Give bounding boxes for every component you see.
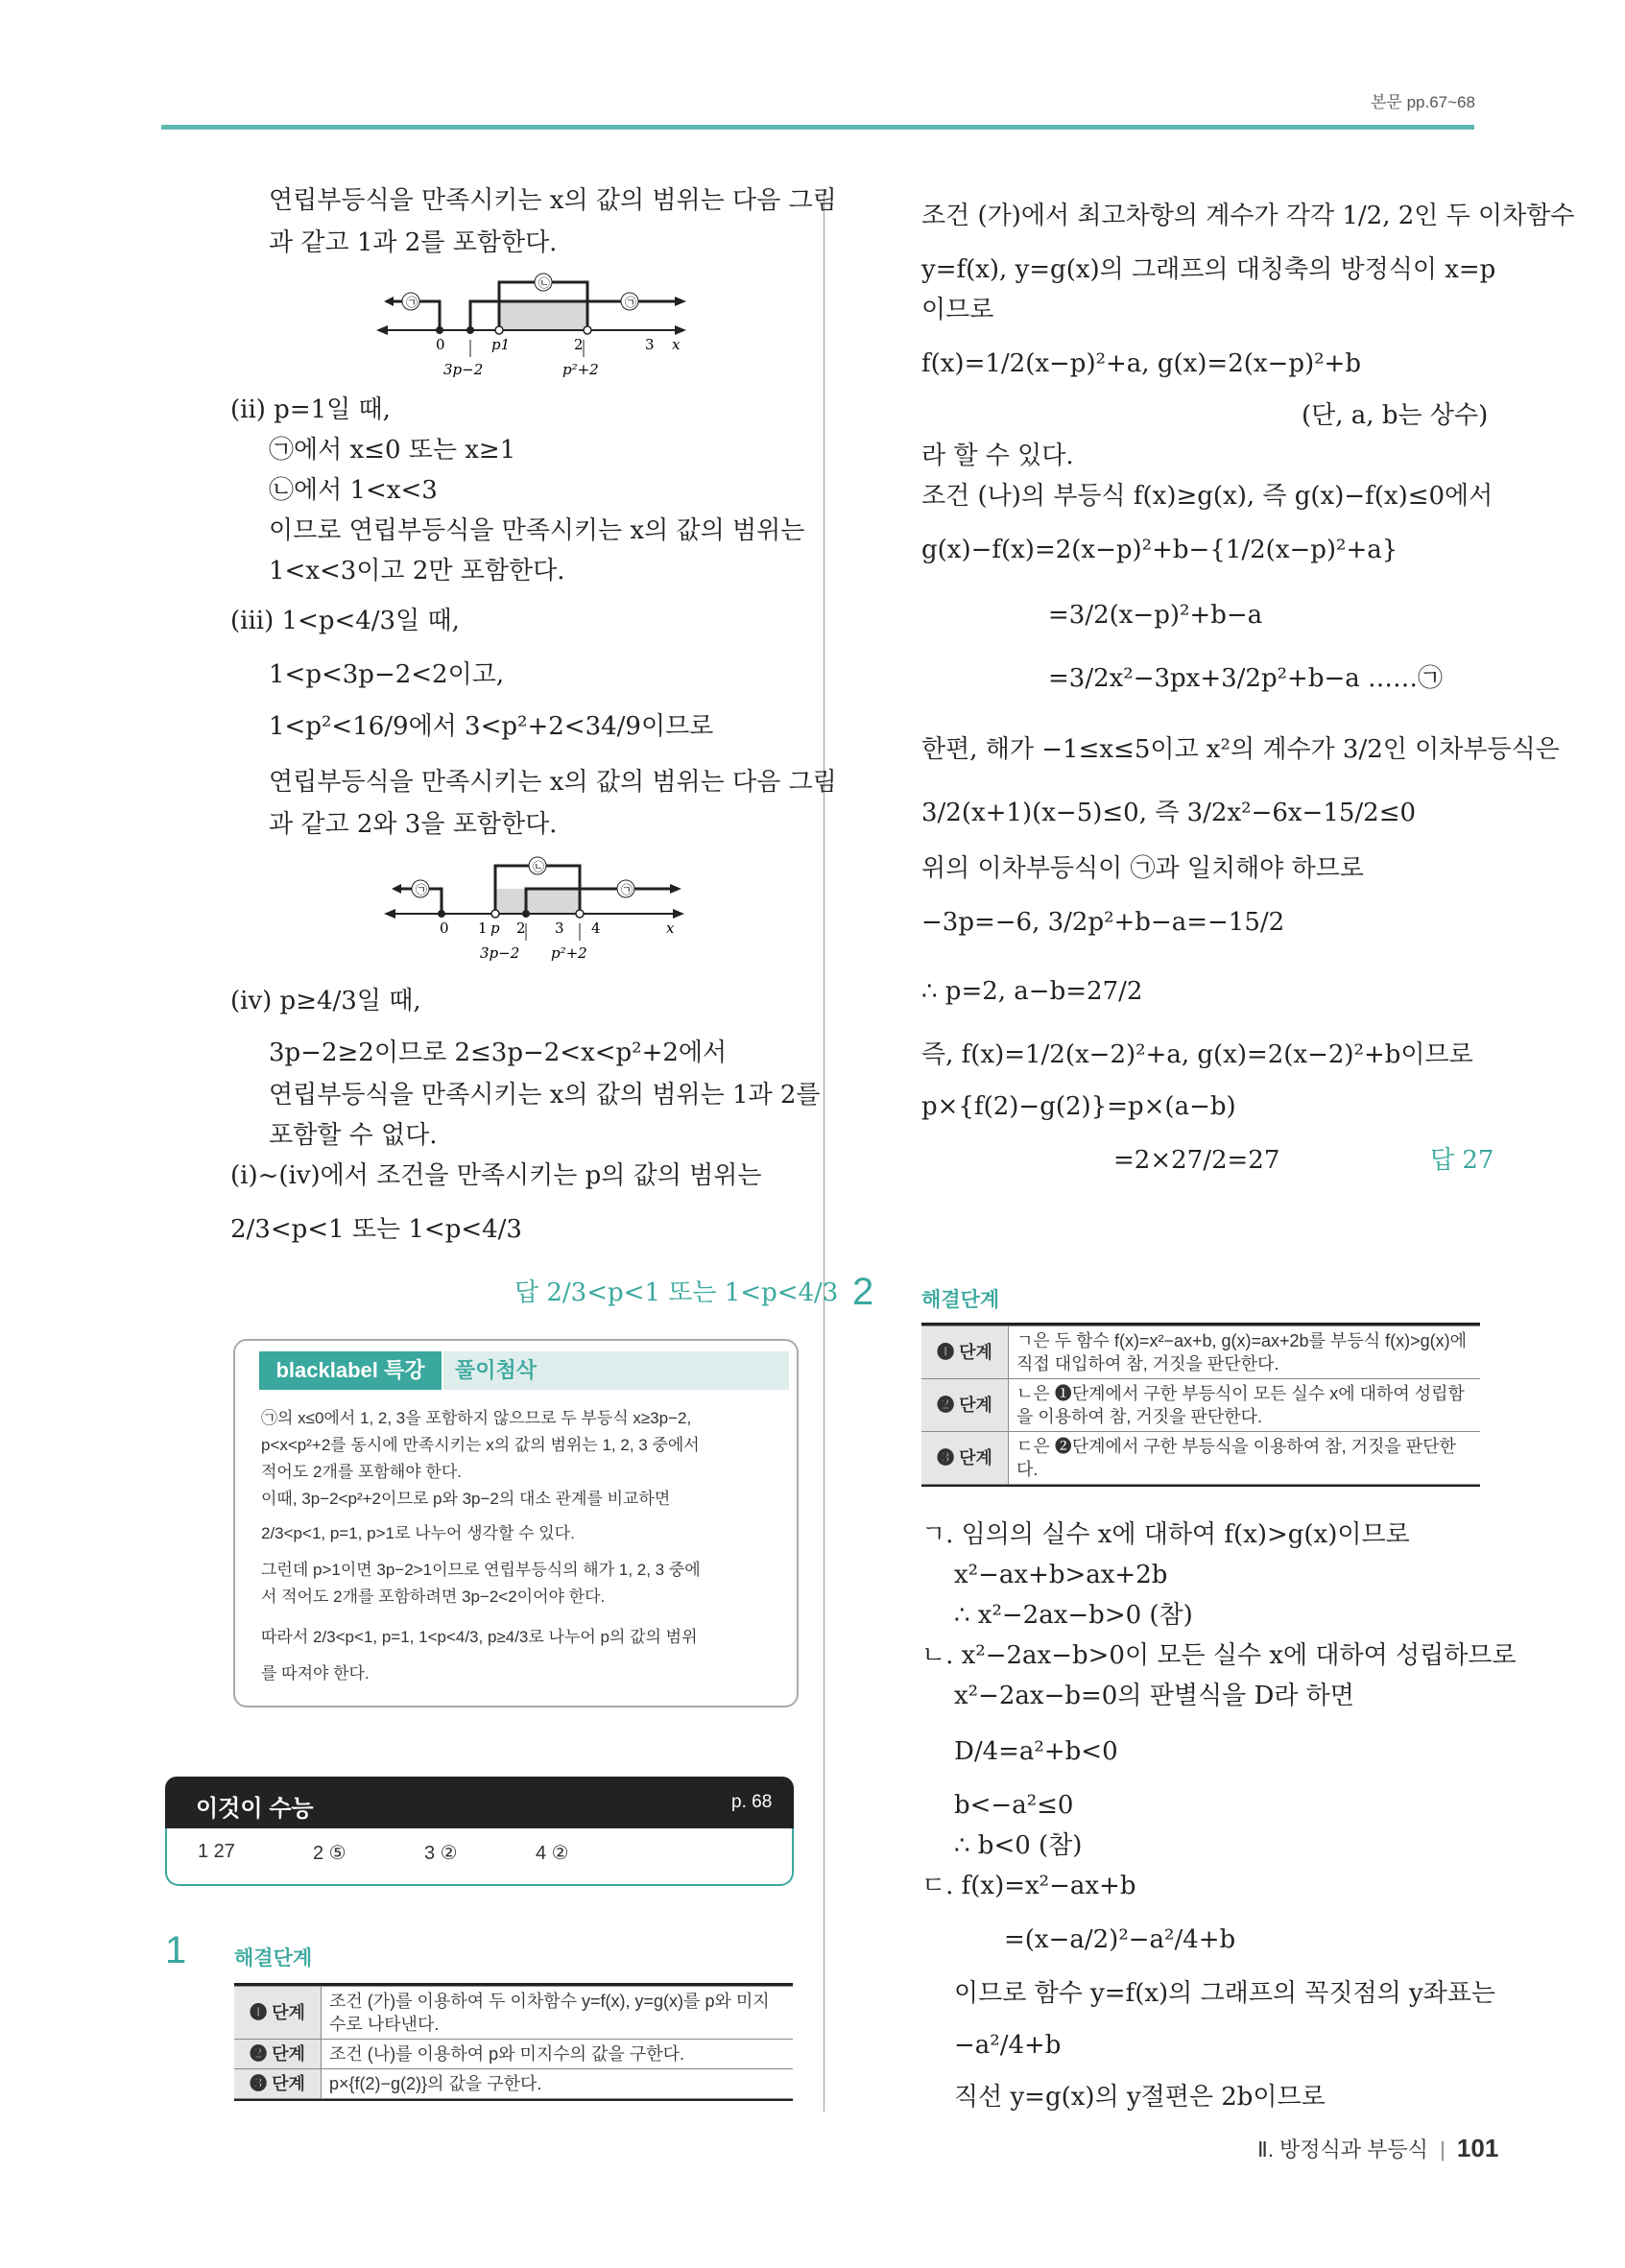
bl-line-3: 적어도 2개를 포함해야 한다.	[261, 1463, 462, 1481]
p2-step-row	[921, 1379, 1480, 1432]
p2-step-row	[921, 1326, 1480, 1379]
p2-line-10: =(x−a/2)²−a²/4+b	[1004, 1925, 1236, 1954]
suneung-answer-2: 2 ⑤	[313, 1843, 347, 1864]
p1-step-3-label: ❸ 단계	[234, 2069, 322, 2099]
bl-line-8: 따라서 2/3<p<1, p=1, 1<p<4/3, p≥4/3로 나누어 p의 값의 범위	[261, 1628, 698, 1646]
answer-right: 답 27	[1430, 1146, 1494, 1175]
page-reference: 본문 pp.67~68	[1371, 93, 1475, 111]
svg-text:㉡: ㉡	[533, 860, 545, 873]
nl1-tick-3: 3	[645, 336, 655, 353]
blacklabel-tag: blacklabel 특강	[259, 1351, 442, 1390]
nl1-below-2: p²+2	[562, 361, 599, 378]
nl2-tick-0: 0	[440, 919, 449, 937]
problem-1-number: 1	[165, 1929, 187, 1971]
bl-line-6: 그런데 p>1이면 3p−2>1이므로 연립부등식의 해가 1, 2, 3 중에	[261, 1561, 701, 1579]
case3-line-4: 과 같고 2와 3을 포함한다.	[269, 810, 558, 839]
r-line-4: f(x)=1/2(x−p)²+a, g(x)=2(x−p)²+b	[921, 349, 1361, 378]
problem-2-steps-table	[921, 1323, 1480, 1487]
suneung-header	[165, 1777, 794, 1828]
r-line-18: =2×27/2=27	[1113, 1146, 1280, 1175]
answer-left: 답 2/3<p<1 또는 1<p<4/3	[514, 1278, 839, 1307]
p1-step-2-text: 조건 (나)를 이용하여 p와 미지수의 값을 구한다.	[322, 2040, 794, 2069]
suneung-answer-3: 3 ②	[424, 1843, 458, 1864]
case4-line-4: (i)~(iv)에서 조건을 만족시키는 p의 값의 범위는	[230, 1161, 762, 1190]
p1-step-1-text: 조건 (가)를 이용하여 두 이차함수 y=f(x), y=g(x)를 p와 미지수로 나타낸다.	[322, 1987, 794, 2040]
intro-line-2: 과 같고 1과 2를 포함한다.	[269, 228, 558, 257]
p2-step-1-text: ㄱ은 두 함수 f(x)=x²−ax+b, g(x)=ax+2b를 부등식 f(x)>g(x)에 직접 대입하여 참, 거짓을 판단한다.	[1009, 1326, 1481, 1379]
case3-line-3: 연립부등식을 만족시키는 x의 값의 범위는 다음 그림	[269, 768, 837, 797]
r-line-7: 조건 (나)의 부등식 f(x)≥g(x), 즉 g(x)−f(x)≤0에서	[921, 482, 1494, 511]
problem-2-steps-title: 해결단계	[921, 1289, 1000, 1311]
r-line-1: 조건 (가)에서 최고차항의 계수가 각각 1/2, 2인 두 이차함수	[921, 202, 1575, 230]
p1-step-2-label: ❷ 단계	[234, 2040, 322, 2069]
case2-line-4: 1<x<3이고 2만 포함한다.	[269, 557, 565, 585]
p2-line-5: x²−2ax−b=0의 판별식을 D라 하면	[954, 1682, 1354, 1710]
p2-step-3-text: ㄷ은 ❷단계에서 구한 부등식을 이용하여 참, 거짓을 판단한다.	[1009, 1432, 1481, 1485]
case2-line-1: ㉠에서 x≤0 또는 x≥1	[269, 436, 516, 465]
intro-line-1: 연립부등식을 만족시키는 x의 값의 범위는 다음 그림	[269, 186, 837, 215]
r-line-9: =3/2(x−p)²+b−a	[1048, 601, 1263, 630]
r-line-17: p×{f(2)−g(2)}=p×(a−b)	[921, 1092, 1236, 1121]
p1-step-row	[234, 1987, 793, 2040]
nl2-tick-p: p	[490, 919, 500, 937]
case4-line-5: 2/3<p<1 또는 1<p<4/3	[230, 1215, 522, 1244]
p2-line-8: ∴ b<0 (참)	[954, 1831, 1083, 1860]
p2-line-12: −a²/4+b	[954, 2031, 1062, 2060]
case4-line-2: 연립부등식을 만족시키는 x의 값의 범위는 1과 2를	[269, 1081, 821, 1110]
suneung-title: 이것이 수능	[196, 1796, 314, 1822]
case3-line-1: 1<p<3p−2<2이고,	[269, 660, 505, 689]
blacklabel-subtag: 풀이첨삭	[443, 1351, 789, 1390]
page-footer: Ⅱ. 방정식과 부등식 | 101	[1257, 2134, 1499, 2162]
problem-1-steps-table	[234, 1983, 793, 2101]
case2-line-2: ㉡에서 1<x<3	[269, 476, 438, 505]
p1-step-1-label: ❶ 단계	[234, 1987, 322, 2040]
nl1-label-c: ㉠	[625, 296, 637, 309]
svg-text:㉠: ㉠	[621, 883, 633, 896]
r-line-14: −3p=−6, 3/2p²+b−a=−15/2	[921, 908, 1285, 937]
case3-head: (iii) 1<p<4/3일 때,	[230, 607, 460, 635]
r-line-15: ∴ p=2, a−b=27/2	[921, 977, 1143, 1006]
p2-line-6: D/4=a²+b<0	[954, 1737, 1118, 1766]
bl-line-2: p<x<p²+2를 동시에 만족시키는 x의 값의 범위는 1, 2, 3 중에서	[261, 1436, 700, 1454]
nl2-below-2: p²+2	[551, 944, 587, 962]
number-line-2	[382, 848, 689, 967]
r-line-2: y=f(x), y=g(x)의 그래프의 대칭축의 방정식이 x=p	[921, 255, 1496, 284]
case2-line-3: 이므로 연립부등식을 만족시키는 x의 값의 범위는	[269, 516, 805, 545]
chapter-title: Ⅱ. 방정식과 부등식	[1257, 2137, 1428, 2161]
p2-line-2: x²−ax+b>ax+2b	[954, 1561, 1168, 1589]
p2-step-1-label: ❶ 단계	[921, 1326, 1009, 1379]
svg-text:㉠: ㉠	[416, 883, 428, 896]
r-line-16: 즉, f(x)=1/2(x−2)²+a, g(x)=2(x−2)²+b이므로	[921, 1040, 1473, 1069]
case4-line-3: 포함할 수 없다.	[269, 1121, 438, 1150]
header-rule	[161, 125, 1474, 130]
p1-step-row	[234, 2040, 793, 2069]
bl-line-5: 2/3<p<1, p=1, p>1로 나누어 생각할 수 있다.	[261, 1524, 575, 1542]
p2-step-2-label: ❷ 단계	[921, 1379, 1009, 1432]
problem-2-number: 2	[852, 1271, 874, 1313]
p2-line-9: ㄷ. f(x)=x²−ax+b	[921, 1872, 1136, 1900]
p2-step-2-text: ㄴ은 ❶단계에서 구한 부등식이 모든 실수 x에 대하여 성립함을 이용하여 참, 거짓을 판단한다.	[1009, 1379, 1481, 1432]
number-line-1	[374, 265, 691, 384]
bl-line-1: ㉠의 x≤0에서 1, 2, 3을 포함하지 않으므로 두 부등식 x≥3p−2,	[261, 1409, 692, 1427]
r-line-12: 3/2(x+1)(x−5)≤0, 즉 3/2x²−6x−15/2≤0	[921, 799, 1417, 827]
nl2-tick-3: 3	[555, 919, 564, 937]
nl2-below-1: 3p−2	[480, 944, 520, 962]
nl1-label-a: ㉠	[406, 296, 418, 309]
nl1-tick-x: x	[672, 336, 681, 353]
r-line-10: =3/2x²−3px+3/2p²+b−a ……㉠	[1048, 664, 1444, 693]
suneung-answers	[165, 1828, 794, 1886]
suneung-page: p. 68	[731, 1792, 773, 1812]
r-line-8: g(x)−f(x)=2(x−p)²+b−{1/2(x−p)²+a}	[921, 536, 1398, 564]
nl1-tick-2: 2	[574, 336, 584, 353]
nl2-tick-x: x	[666, 919, 675, 937]
nl1-tick-p1: p1	[491, 336, 511, 353]
bl-line-9: 를 따져야 한다.	[261, 1664, 370, 1683]
p2-step-3-label: ❸ 단계	[921, 1432, 1009, 1485]
nl1-below-1: 3p−2	[443, 361, 484, 378]
r-line-13: 위의 이차부등식이 ㉠과 일치해야 하므로	[921, 854, 1364, 883]
suneung-answer-1: 1 27	[198, 1841, 235, 1862]
bl-line-7: 서 적어도 2개를 포함하려면 3p−2<2이어야 한다.	[261, 1588, 606, 1606]
problem-1-steps-title: 해결단계	[234, 1947, 313, 1970]
page-number: 101	[1456, 2134, 1499, 2162]
p2-line-7: b<−a²≤0	[954, 1791, 1074, 1820]
p2-line-11: 이므로 함수 y=f(x)의 그래프의 꼭짓점의 y좌표는	[954, 1979, 1496, 2008]
case3-line-2: 1<p²<16/9에서 3<p²+2<34/9이므로	[269, 712, 714, 741]
nl1-tick-0: 0	[436, 336, 445, 353]
p1-step-3-text: p×{f(2)−g(2)}의 값을 구한다.	[322, 2069, 794, 2099]
case4-head: (iv) p≥4/3일 때,	[230, 987, 421, 1015]
r-line-11: 한편, 해가 −1≤x≤5이고 x²의 계수가 3/2인 이차부등식은	[921, 735, 1560, 764]
p2-line-3: ∴ x²−2ax−b>0 (참)	[954, 1601, 1193, 1630]
nl2-tick-2: 2	[516, 919, 526, 937]
case4-line-1: 3p−2≥2이므로 2≤3p−2<x<p²+2에서	[269, 1039, 728, 1067]
bl-line-4: 이때, 3p−2<p²+2이므로 p와 3p−2의 대소 관계를 비교하면	[261, 1490, 671, 1508]
case2-head: (ii) p=1일 때,	[230, 395, 391, 424]
suneung-answer-4: 4 ②	[536, 1843, 569, 1864]
p2-line-13: 직선 y=g(x)의 y절편은 2b이므로	[954, 2083, 1326, 2112]
r-line-3: 이므로	[921, 296, 994, 324]
r-line-5: (단, a, b는 상수)	[1302, 401, 1489, 430]
r-line-6: 라 할 수 있다.	[921, 442, 1074, 470]
nl1-label-b: ㉡	[538, 276, 551, 290]
nl2-tick-1: 1	[478, 919, 488, 937]
p2-line-1: ㄱ. 임의의 실수 x에 대하여 f(x)>g(x)이므로	[921, 1520, 1410, 1549]
p2-line-4: ㄴ. x²−2ax−b>0이 모든 실수 x에 대하여 성립하므로	[921, 1641, 1517, 1670]
nl2-tick-4: 4	[591, 919, 601, 937]
p1-step-row	[234, 2069, 793, 2099]
p2-step-row	[921, 1432, 1480, 1485]
